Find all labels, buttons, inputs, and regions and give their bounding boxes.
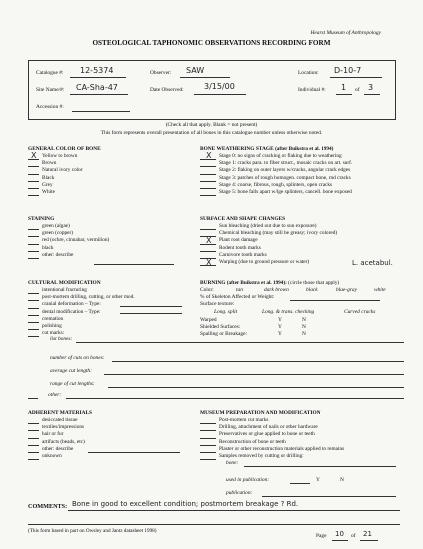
list-item[interactable]: Stage 5: bone falls apart w/lge splinters, cancell. bone exposed xyxy=(200,189,352,196)
burning-color-option[interactable]: tan xyxy=(236,287,243,293)
list-item[interactable]: dental modification – Type: xyxy=(28,309,135,316)
burning-row-label: Spalling or Breakage: xyxy=(200,331,248,337)
burning-row-label: Shielded Surfaces: xyxy=(200,324,241,330)
average-length-label: average cut length: xyxy=(50,368,92,374)
list-item[interactable]: green (algae) xyxy=(28,223,109,230)
date-label: Date Observed: xyxy=(150,87,184,93)
site-value[interactable]: CA-Sha-47 xyxy=(76,83,118,92)
texture-column: Curved cracks xyxy=(344,309,376,315)
list-item[interactable]: Rodent tooth marks xyxy=(200,245,337,252)
page-value[interactable]: 10 xyxy=(335,530,344,538)
source-note: (This form based in part on Owsley and Jantz datasheet 1998) xyxy=(28,528,157,534)
list-item[interactable]: Stage 2: flaking on outer layers w/cracks, angular crack edges xyxy=(200,167,352,174)
list-item[interactable]: intentional fracturing xyxy=(28,287,135,294)
list-item[interactable]: White xyxy=(28,189,83,196)
list-item[interactable]: polishing xyxy=(28,323,135,330)
check-mark: X xyxy=(31,151,37,160)
page-total[interactable]: 21 xyxy=(363,530,372,538)
overall-note: This form represents overall presentation of all bones in this catalogue number unless otherwise noted. xyxy=(100,130,323,136)
burning-heading: BURNING xyxy=(200,280,226,286)
individual-total[interactable]: 3 xyxy=(368,83,374,92)
burning-heading-row xyxy=(200,280,339,286)
observer-value[interactable]: SAW xyxy=(186,66,205,75)
comments-value[interactable]: Bone in good to excellent condition; postmortem breakage ? Rd. xyxy=(72,500,299,508)
comments-label: COMMENTS: xyxy=(28,503,68,510)
burning-row-n[interactable]: N xyxy=(302,317,306,323)
location-label: Location: xyxy=(298,70,319,76)
adherent-list xyxy=(28,417,85,460)
page-label: Page xyxy=(316,533,327,539)
list-bones-label: list bones: xyxy=(50,336,73,342)
burning-row-y[interactable]: Y xyxy=(278,317,282,323)
observer-label: Observer: xyxy=(150,70,172,76)
catalogue-value[interactable]: 12-5374 xyxy=(80,66,114,75)
list-item[interactable]: Stage 3: patches of rough homogen. compact bone, rnd cracks xyxy=(200,175,352,182)
list-item[interactable]: textiles/impressions xyxy=(28,424,85,431)
burning-citation: (after Buikstra et al. 1994): xyxy=(226,280,287,286)
list-item[interactable]: Grey xyxy=(28,182,83,189)
burning-row-n[interactable]: N xyxy=(302,324,306,330)
surface-heading: SURFACE AND SHAPE CHANGES xyxy=(200,216,286,222)
list-item[interactable]: Samples removed by cutting or drilling: xyxy=(200,453,344,460)
list-item[interactable]: other: describe xyxy=(28,446,85,453)
burning-row-label: Warped xyxy=(200,317,217,323)
burning-row-y[interactable]: Y xyxy=(278,331,282,337)
weathering-citation: (after Buikstra et al. 1994) xyxy=(275,146,334,152)
burning-circle-note: (circle those that apply) xyxy=(288,280,340,286)
list-item[interactable]: Chemical bleaching (may still be greasy; ivory colored) xyxy=(200,230,337,237)
list-item[interactable]: green (copper) xyxy=(28,230,109,237)
list-item[interactable]: Stage 1: cracks para. to fiber struct., mosaic cracks on art. surf. xyxy=(200,160,352,167)
cultural-heading: CULTURAL MODIFICATION xyxy=(28,280,101,286)
used-publication-label: used in publication: xyxy=(226,477,270,483)
list-item[interactable]: Plaster or other reconstruction materials applied to remains xyxy=(200,446,344,453)
weathering-heading-row xyxy=(200,146,333,152)
burning-color-option[interactable]: black xyxy=(306,287,318,293)
cuts-number-label: number of cuts on bones: xyxy=(50,355,105,361)
date-value[interactable]: 3/15/00 xyxy=(204,82,235,91)
list-item[interactable]: Plant root damage xyxy=(200,237,337,244)
page-of: of xyxy=(351,533,356,539)
individual-label: Individual #: xyxy=(298,87,326,93)
burning-color-option[interactable]: dark brown xyxy=(264,287,289,293)
location-value[interactable]: D-10-7 xyxy=(334,66,362,75)
percent-affected-label: % of Skeleton Affected or Weight: xyxy=(200,294,275,300)
form-title: OSTEOLOGICAL TAPHONOMIC OBSERVATIONS RECORDING FORM xyxy=(92,39,331,47)
bone-label: bone: xyxy=(226,460,239,466)
burning-row-y[interactable]: Y xyxy=(278,324,282,330)
list-item[interactable]: Black xyxy=(28,175,83,182)
list-item[interactable]: Sun bleaching (dried out due to sun exposure) xyxy=(200,223,337,230)
publication-label: publication: xyxy=(226,490,253,496)
site-label: Site Name/#: xyxy=(36,87,65,93)
check-mark: X xyxy=(206,258,212,267)
list-item[interactable]: Yellow to brown xyxy=(28,153,83,160)
surface-list xyxy=(200,223,337,266)
list-item[interactable]: Reconstruction of bone or teeth xyxy=(200,439,344,446)
burning-color-option[interactable]: white xyxy=(374,287,386,293)
museum-prep-heading: MUSEUM PREPARATION AND MODIFICATION xyxy=(200,410,321,416)
list-item[interactable]: cut marks: xyxy=(28,330,135,337)
list-item[interactable]: Drilling, attachment of nails or other hardware xyxy=(200,424,344,431)
used-publication-y[interactable]: Y xyxy=(316,477,320,483)
weathering-list xyxy=(200,153,352,196)
list-item[interactable]: artifacts (beads, etc) xyxy=(28,439,85,446)
list-item[interactable]: Brown xyxy=(28,160,83,167)
surface-texture-label: Surface texture: xyxy=(200,301,235,307)
adherent-heading: ADHERENT MATERIALS xyxy=(28,410,93,416)
list-item[interactable]: Stage 4: coarse, fibrous, rough, splinters, open cracks xyxy=(200,182,352,189)
burning-color-label: Color: xyxy=(200,287,214,293)
other-label: other: xyxy=(48,392,62,398)
check-note: (Check all that apply. Blank = not present) xyxy=(165,122,258,128)
burning-row-n[interactable]: N xyxy=(302,331,306,337)
list-item[interactable]: cranial deformation – Type: xyxy=(28,301,135,308)
check-mark: X xyxy=(206,236,212,245)
institution-name: Hearst Museum of Anthropology xyxy=(310,30,381,36)
list-item[interactable]: Warping (due to ground pressure or water) xyxy=(200,259,337,266)
cultural-list xyxy=(28,287,135,337)
list-item[interactable]: Carnivore tooth marks xyxy=(200,252,337,259)
catalogue-label: Catalogue #: xyxy=(36,70,64,76)
list-item[interactable]: hair or fur xyxy=(28,431,85,438)
individual-of: of xyxy=(355,87,360,93)
texture-column: Long. split xyxy=(214,309,238,315)
warping-note[interactable]: L. acetabul. xyxy=(352,259,393,267)
list-item[interactable]: cremation xyxy=(28,316,135,323)
list-item[interactable]: Natural ivory color xyxy=(28,167,83,174)
burning-color-option[interactable]: blue-gray xyxy=(336,287,357,293)
texture-column: Long. & trans. checking xyxy=(262,309,315,315)
list-item[interactable]: red (ochre, cinnabar, vermilion) xyxy=(28,237,109,244)
list-item[interactable]: other: describe xyxy=(28,252,109,259)
list-item[interactable]: post-mortem drilling, cutting, or other mod. xyxy=(28,294,135,301)
list-item[interactable]: Preservatives or glue applied to bone or teeth xyxy=(200,431,344,438)
individual-value[interactable]: 1 xyxy=(341,83,347,92)
used-publication-n[interactable]: N xyxy=(340,477,344,483)
list-item[interactable]: Stage 0: no signs of cracking or flaking due to weathering xyxy=(200,153,352,160)
list-item[interactable]: black xyxy=(28,245,109,252)
museum-prep-list xyxy=(200,417,344,460)
general-color-heading: GENERAL COLOR OF BONE xyxy=(28,146,101,152)
range-lengths-label: range of cut lengths: xyxy=(50,381,95,387)
list-item[interactable]: desiccated tissue xyxy=(28,417,85,424)
staining-heading: STAINING xyxy=(28,216,55,222)
accession-label: Accession #: xyxy=(36,104,64,110)
list-item[interactable]: Post-mortem cut marks xyxy=(200,417,344,424)
weathering-heading: BONE WEATHERING STAGE xyxy=(200,146,274,152)
check-mark: X xyxy=(206,151,212,160)
list-item[interactable]: unknown xyxy=(28,453,85,460)
staining-list xyxy=(28,223,109,259)
